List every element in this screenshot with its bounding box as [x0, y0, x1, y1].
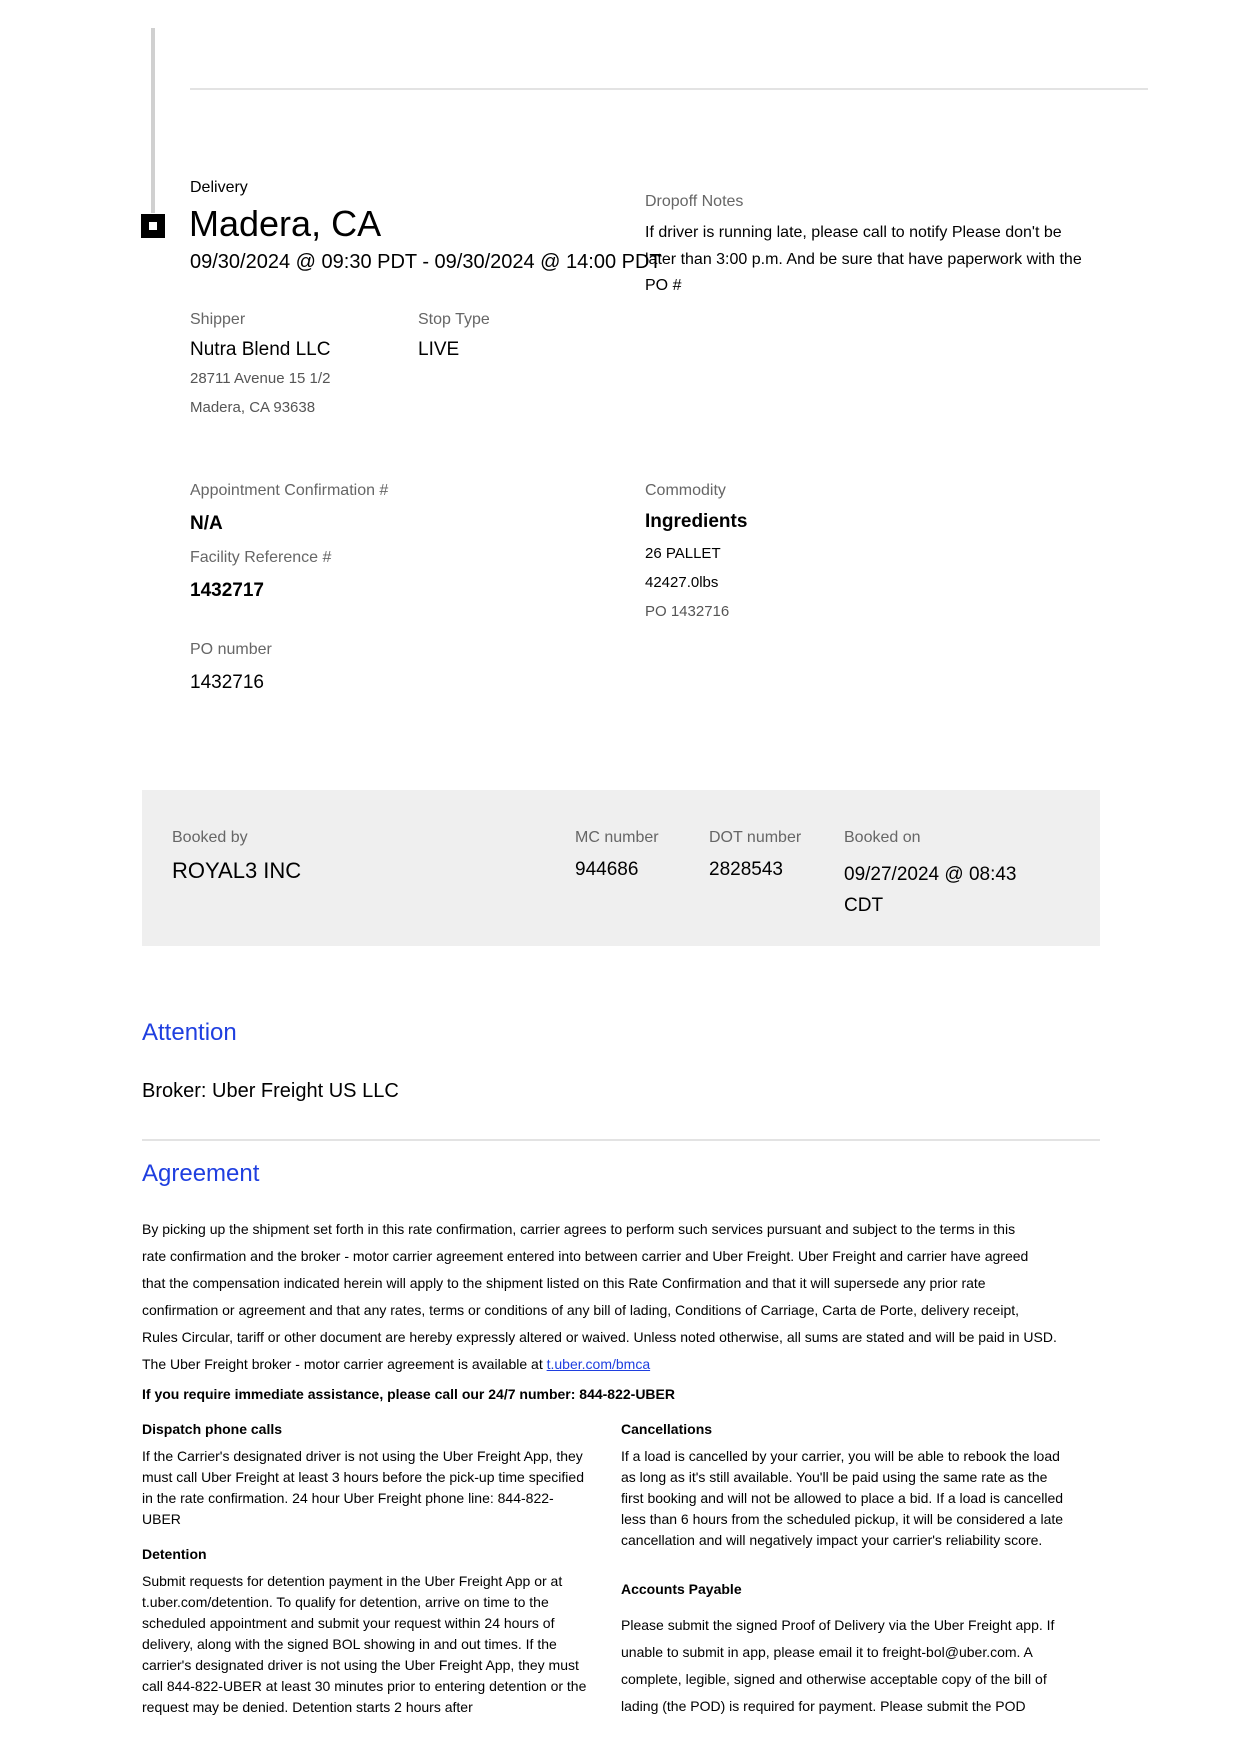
shipper-name: Nutra Blend LLC [190, 339, 331, 360]
agreement-text [142, 1216, 1082, 1378]
commodity-weight: 42427.0lbs [645, 574, 719, 591]
broker-line: Broker: Uber Freight US LLC [142, 1080, 399, 1102]
accounts-payable-body: Please submit the signed Proof of Delivery via the Uber Freight app. If unable to submit in app, please email it to freight-bol@uber.com. A complete, legible, signed and otherwise acceptable copy of the bill of lading (the POD) is required for payment. Please submit the POD [621, 1617, 1055, 1714]
agreement-line: rate confirmation and the broker - motor carrier agreement entered into between carrier and Uber Freight. Uber Freight and carrier have agreed [142, 1248, 1029, 1264]
stop-type-heading: Delivery [190, 179, 248, 196]
appointment-label: Appointment Confirmation # [190, 482, 389, 499]
accounts-payable-title: Accounts Payable [621, 1581, 742, 1597]
dropoff-notes-line: PO # [645, 277, 682, 294]
dot-number-label: DOT number [709, 829, 802, 846]
cancellations-title: Cancellations [621, 1421, 713, 1437]
assistance-line: If you require immediate assistance, please call our 24/7 number: 844-822-UBER [142, 1386, 675, 1402]
shipper-address-line2: Madera, CA 93638 [190, 399, 316, 416]
attention-heading: Attention [142, 1019, 237, 1046]
mc-number-label: MC number [575, 829, 659, 846]
booked-on-date: 09/27/2024 @ 08:43 [844, 864, 1017, 885]
dispatch-body: If the Carrier's designated driver is not using the Uber Freight App, they must call Uber Freight at least 3 hours before the pick-up time specified in the rate confirmation. 24 hour Uber Freight phone line: 844-822-UBER [142, 1448, 584, 1527]
cancellations-body: If a load is cancelled by your carrier, you will be able to rebook the load as long as it's still available. You'll be paid using the same rate as the first booking and will not be allowed to place a bid. If a load is cancelled less than 6 hours from the scheduled pickup, it will be considered a late cancellation and will negatively impact your carrier's reliability score. [621, 1448, 1064, 1548]
commodity-quantity: 26 PALLET [645, 545, 721, 562]
shipper-label: Shipper [190, 311, 246, 328]
commodity-label: Commodity [645, 482, 726, 499]
shipper-address-line1: 28711 Avenue 15 1/2 [190, 370, 331, 387]
dropoff-notes-line: If driver is running late, please call to notify Please don't be [645, 224, 1062, 241]
mc-number-value: 944686 [575, 859, 639, 880]
agreement-line: By picking up the shipment set forth in this rate confirmation, carrier agrees to perform such services pursuant and subject to the terms in this [142, 1221, 1016, 1237]
agreement-line [142, 1351, 1082, 1378]
appointment-value: N/A [190, 513, 223, 534]
top-divider [190, 88, 1148, 90]
po-number-value: 1432716 [190, 672, 264, 693]
dispatch-title: Dispatch phone calls [142, 1421, 283, 1437]
commodity-po: PO 1432716 [645, 603, 730, 620]
agreement-line: confirmation or agreement and that any rates, terms or conditions of any bill of lading, Conditions of Carriage, Carta de Porte, delivery receipt, [142, 1302, 1020, 1318]
dropoff-notes-line: later than 3:00 p.m. And be sure that have paperwork with the [645, 250, 1082, 268]
stop-type-value: LIVE [418, 339, 460, 360]
stop-city: Madera, CA [189, 203, 382, 244]
detention-title: Detention [142, 1546, 207, 1562]
dropoff-notes-label: Dropoff Notes [645, 193, 744, 210]
booked-on-label: Booked on [844, 829, 921, 846]
booked-on-value [844, 859, 1016, 921]
commodity-name: Ingredients [645, 511, 748, 532]
dot-number-value: 2828543 [709, 859, 783, 880]
section-divider [142, 1139, 1100, 1141]
agreement-heading: Agreement [142, 1160, 260, 1187]
agreement-link-prefix: The Uber Freight broker - motor carrier agreement is available at [142, 1356, 547, 1372]
detention-body: Submit requests for detention payment in the Uber Freight App or at t.uber.com/detention. To qualify for detention, arrive on time to the scheduled appointment and submit your request within 24 hours of delivery, along with the signed BOL showing in and out times. If the carrier's designated driver is not using the Uber Freight App, they must call 844-822-UBER at least 30 minutes prior to entering detention or the request may be denied. Detention starts 2 hours after [142, 1573, 587, 1715]
agreement-line: Rules Circular, tariff or other document are hereby expressly altered or waived. Unless noted otherwise, all sums are stated and will be paid in USD. [142, 1329, 1057, 1345]
stop-marker-icon [141, 214, 165, 238]
timeline-line [151, 28, 155, 213]
facility-reference-label: Facility Reference # [190, 549, 332, 566]
dropoff-notes [645, 220, 1082, 300]
agreement-line: that the compensation indicated herein will apply to the shipment listed on this Rate Confirmation and that it will supersede any prior rate [142, 1275, 986, 1291]
bmca-link[interactable]: t.uber.com/bmca [546, 1356, 651, 1372]
booked-by-value: ROYAL3 INC [172, 858, 302, 883]
booked-on-timezone: CDT [844, 895, 884, 916]
po-number-label: PO number [190, 641, 272, 658]
stop-window: 09/30/2024 @ 09:30 PDT - 09/30/2024 @ 14:00 PDT [190, 251, 662, 273]
stop-type-label: Stop Type [418, 311, 490, 328]
facility-reference-value: 1432717 [190, 580, 264, 601]
booked-by-label: Booked by [172, 829, 248, 846]
